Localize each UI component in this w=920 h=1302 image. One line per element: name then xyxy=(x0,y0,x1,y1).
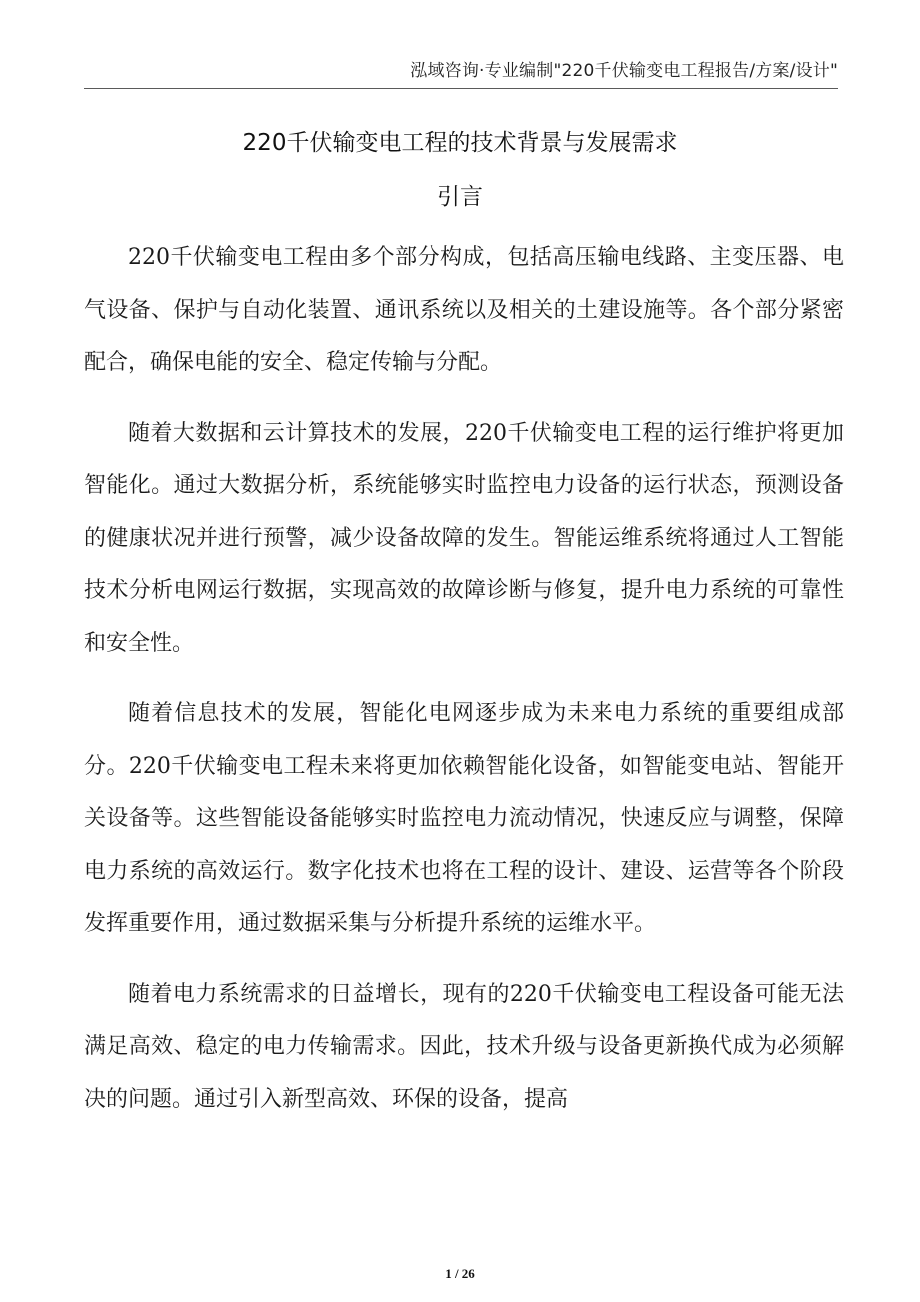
page-number: 1 / 26 xyxy=(445,1266,475,1281)
header-note: 泓域咨询·专业编制"220千伏输变电工程报告/方案/设计" xyxy=(410,61,838,81)
paragraph: 随着电力系统需求的日益增长，现有的220千伏输变电工程设备可能无法满足高效、稳定的电力传输需求。因此，技术升级与设备更新换代成为必须解决的问题。通过引入新型高效、环保的设备，提高 xyxy=(84,981,844,1112)
header-divider xyxy=(84,88,838,89)
body-text xyxy=(84,232,844,1144)
paragraph: 随着大数据和云计算技术的发展，220千伏输变电工程的运行维护将更加智能化。通过大数据分析，系统能够实时监控电力设备的运行状态，预测设备的健康状况并进行预警，减少设备故障的发生。智能运维系统将通过人工智能技术分析电网运行数据，实现高效的故障诊断与修复，提升电力系统的可靠性和安全性。 xyxy=(84,420,844,656)
paragraph: 220千伏输变电工程由多个部分构成，包括高压输电线路、主变压器、电气设备、保护与自动化装置、通讯系统以及相关的土建设施等。各个部分紧密配合，确保电能的安全、稳定传输与分配。 xyxy=(84,245,844,375)
section-title: 引言 xyxy=(437,184,483,210)
document-title: 220千伏输变电工程的技术背景与发展需求 xyxy=(242,130,678,156)
paragraph: 随着信息技术的发展，智能化电网逐步成为未来电力系统的重要组成部分。220千伏输变电工程未来将更加依赖智能化设备，如智能变电站、智能开关设备等。这些智能设备能够实时监控电力流动情况，快速反应与调整，保障电力系统的高效运行。数字化技术也将在工程的设计、建设、运营等各个阶段发挥重要作用，通过数据采集与分析提升系统的运维水平。 xyxy=(84,701,844,936)
